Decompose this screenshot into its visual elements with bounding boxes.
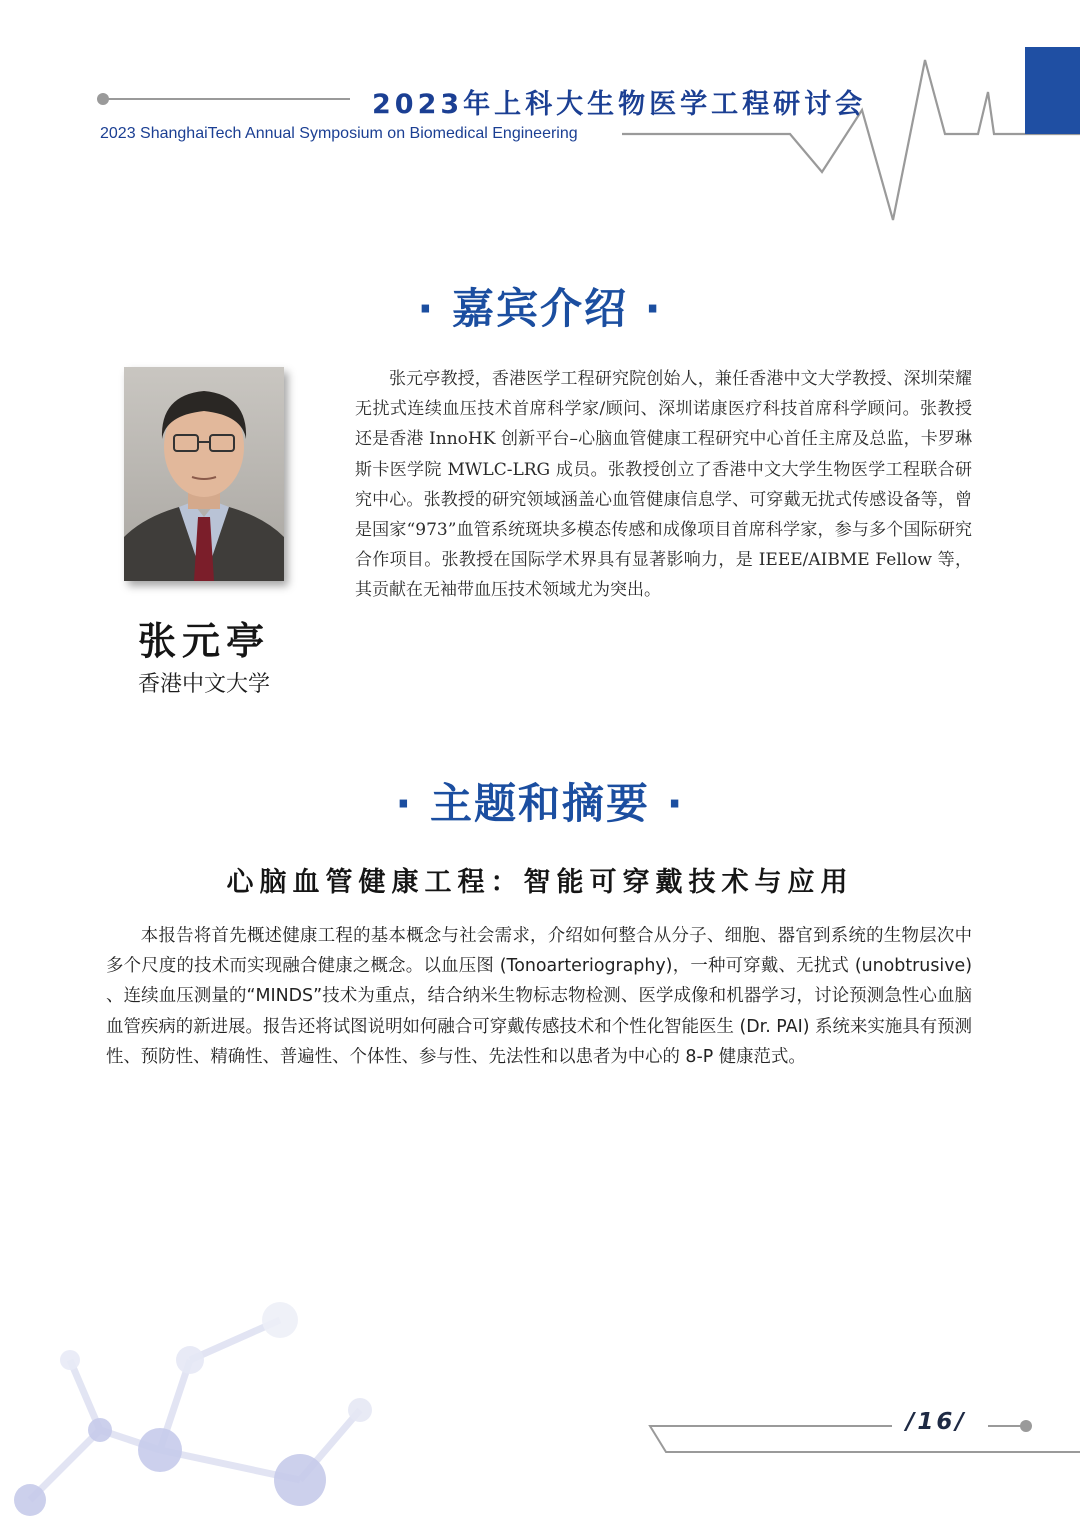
guest-photo [124, 367, 284, 581]
guest-section-title: · 嘉宾介绍 · [417, 284, 663, 333]
topic-section-title: · 主题和摘要 · [395, 779, 685, 828]
abstract-body: 本报告将首先概述健康工程的基本概念与社会需求，介绍如何整合从分子、细胞、器官到系统的生物层次中多个尺度的技术而实现融合健康之概念。以血压图 (Tonoarteriography)，一种可穿戴、无扰式 (unobtrusive) 、连续血压测量的“MINDS”技术为重点，结合纳米生物标志物检测、医学成像和机器学习，讨论预测急性心血脑血管疾病的新进展。报告还将试图说明如何融合可穿戴传感技术和个性化智能医生 (Dr. PAI) 系统来实施具有预测性、预防性、精确性、普遍性、个体性、参与性、先法性和以患者为中心的 8-P 健康范式。 [106, 926, 972, 1067]
guest-affiliation: 香港中文大学 [137, 672, 270, 697]
guest-bio: 张元亭教授，香港医学工程研究院创始人，兼任香港中文大学教授、深圳荣耀无扰式连续血压技术首席科学家/顾问、深圳诺康医疗科技首席科学顾问。张教授还是香港 InnoHK 创新平台–心脑血管健康工程研究中心首任主席及总监，卡罗琳斯卡医学院 MWLC-LRG 成员。张教授创立了香港中文大学生物医学工程联合研究中心。张教授的研究领域涵盖心血管健康信息学、可穿戴无扰式传感设备等，曾是国家“973”血管系统斑块多模态传感和成像项目首席科学家，参与多个国际研究合作项目。张教授在国际学术界具有显著影响力，是 IEEE/AIBME Fellow 等，其贡献在无袖带血压技术领域尤为突出。 [355, 369, 972, 601]
symposium-title-cn: 2023年上科大生物医学工程研讨会 [372, 89, 867, 120]
page-number: /16/ [906, 1409, 967, 1435]
header-blue-block [1025, 47, 1080, 134]
molecule-decoration [0, 1300, 420, 1518]
symposium-title-en: 2023 ShanghaiTech Annual Symposium on Biomedical Engineering [100, 125, 578, 142]
talk-title: 心脑血管健康工程：智能可穿戴技术与应用 [226, 867, 854, 898]
guest-name: 张元亭 [137, 618, 270, 663]
footer-decoration [640, 1400, 1080, 1460]
